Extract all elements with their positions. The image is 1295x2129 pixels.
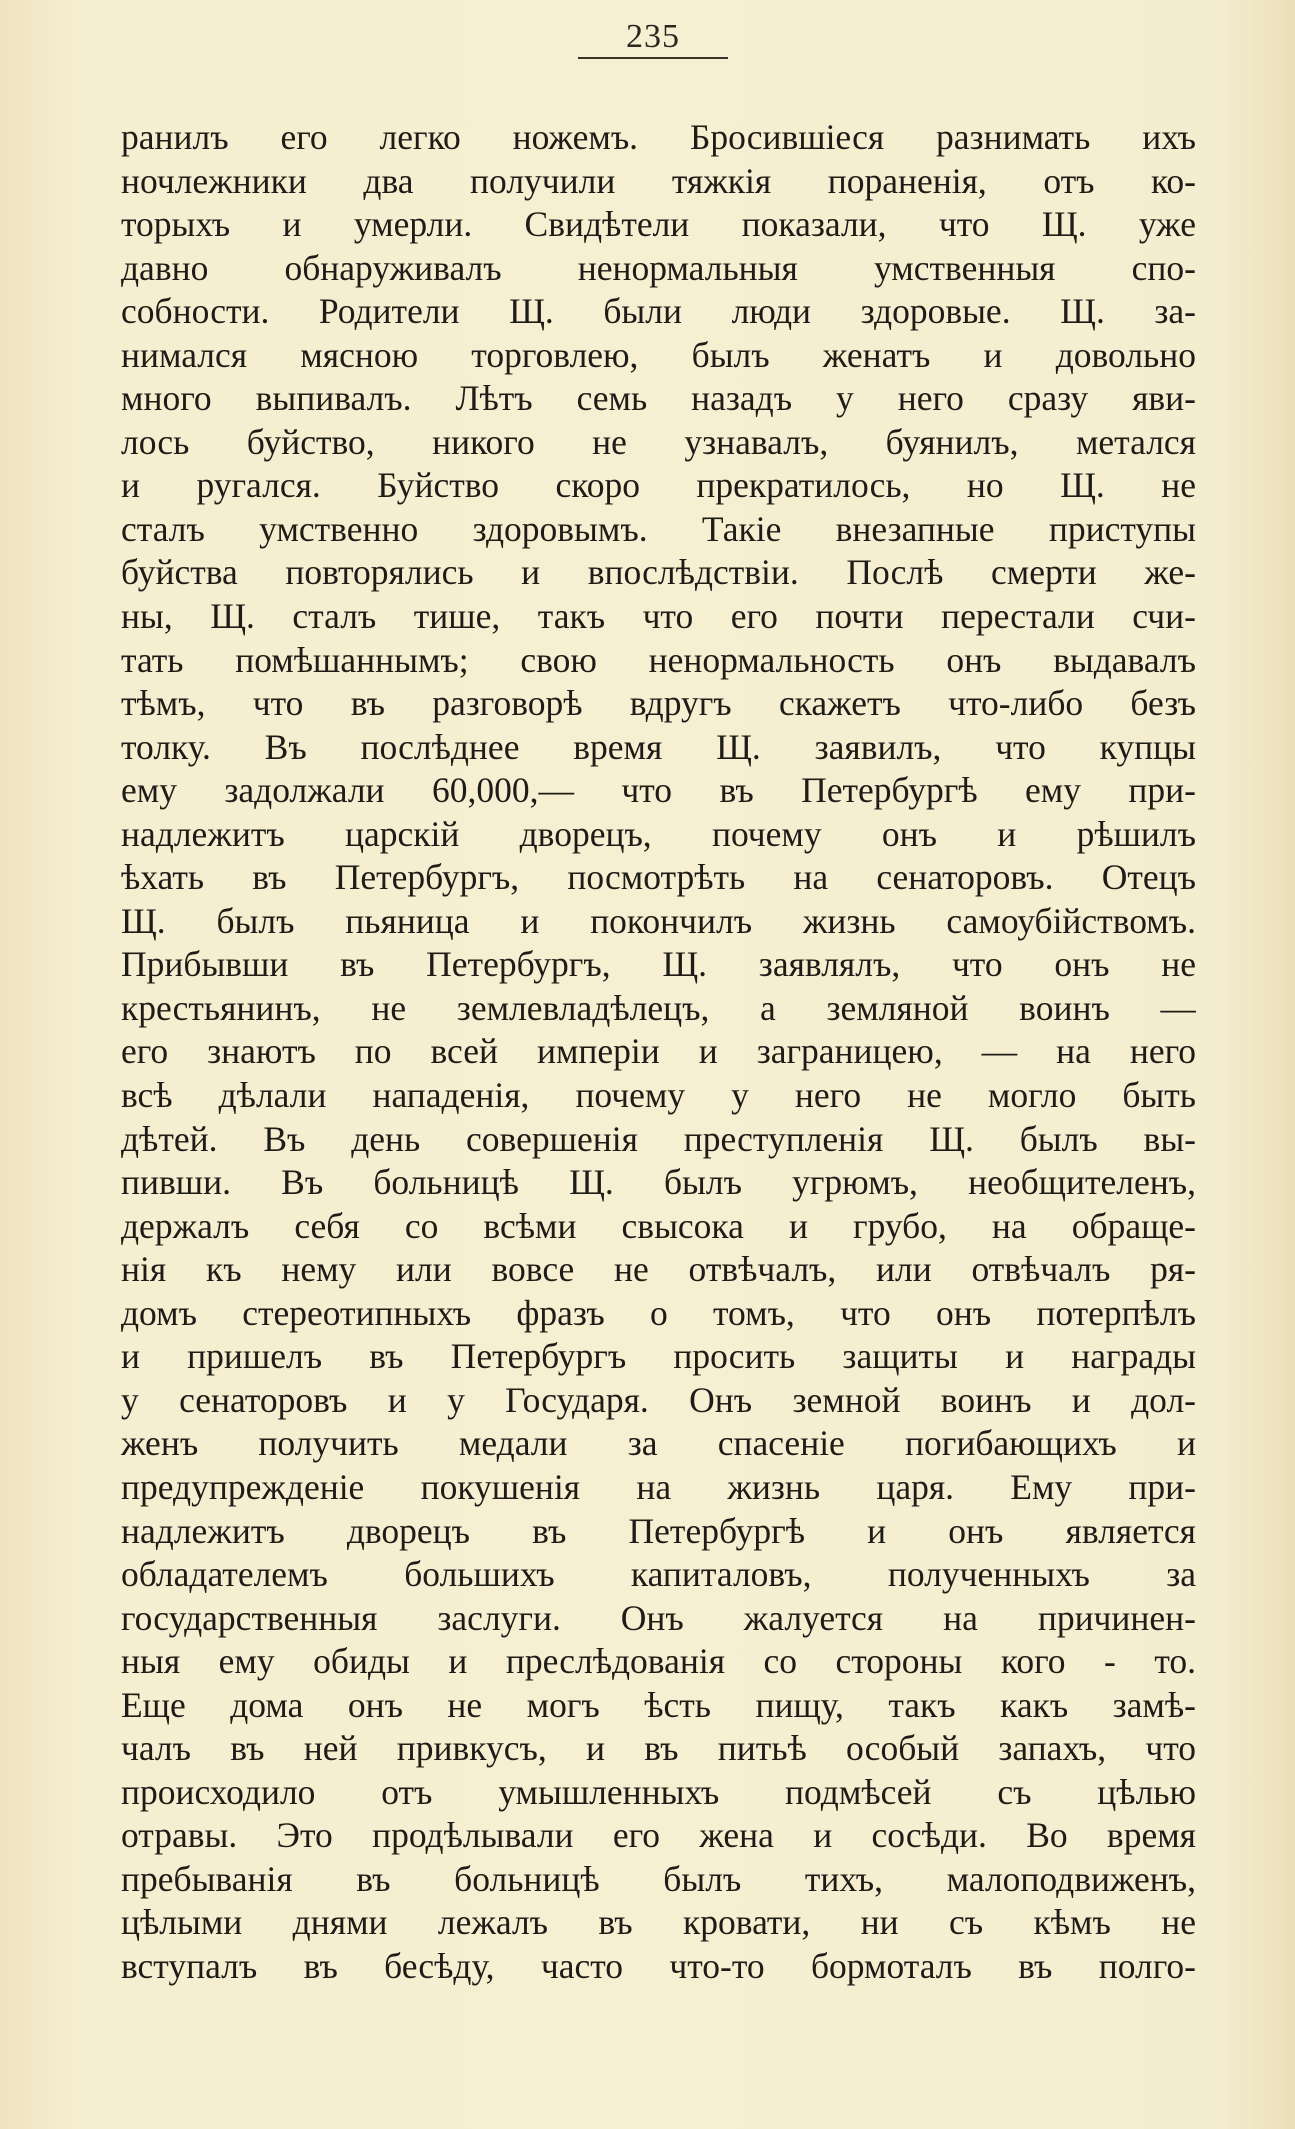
text-line: пребыванія въ больницѣ былъ тихъ, малоподвиженъ, — [121, 1858, 1196, 1899]
text-line: ночлежники два получили тяжкія пораненія, отъ ко- — [121, 160, 1196, 201]
text-line: надлежитъ дворецъ въ Петербургѣ и онъ является — [121, 1510, 1196, 1551]
text-line: надлежитъ царскій дворецъ, почему онъ и рѣшилъ — [121, 813, 1196, 854]
text-line: тѣмъ, что въ разговорѣ вдругъ скажетъ что-либо безъ — [121, 683, 1196, 724]
text-line: домъ стереотипныхъ фразъ о томъ, что онъ потерпѣлъ — [121, 1292, 1196, 1333]
text-line: буйства повторялись и впослѣдствіи. Послѣ смерти же- — [121, 552, 1196, 593]
text-line: нія къ нему или вовсе не отвѣчалъ, или отвѣчалъ ря- — [121, 1249, 1196, 1290]
text-line: Прибывши въ Петербургъ, Щ. заявлялъ, что онъ не — [121, 944, 1196, 985]
text-line: всѣ дѣлали нападенія, почему у него не могло быть — [121, 1075, 1196, 1116]
text-line: его знаютъ по всей имперіи и заграницею, — на него — [121, 1031, 1196, 1072]
text-line: вступалъ въ бесѣду, часто что-то бормоталъ въ полго- — [121, 1945, 1196, 1986]
text-line: крестьянинъ, не землевладѣлецъ, а земляной воинъ — — [121, 987, 1196, 1028]
text-line: лось буйство, никого не узнавалъ, буянилъ, метался — [121, 421, 1196, 462]
text-line: чалъ въ ней привкусъ, и въ питьѣ особый запахъ, что — [121, 1728, 1196, 1769]
text-line: и ругался. Буйство скоро прекратилось, но Щ. не — [121, 465, 1196, 506]
page-number: 235 — [626, 18, 680, 55]
text-line: держалъ себя со всѣми свысока и грубо, на обраще- — [121, 1205, 1196, 1246]
text-line: толку. Въ послѣднее время Щ. заявилъ, что купцы — [121, 726, 1196, 767]
text-line: ныя ему обиды и преслѣдованія со стороны кого - то. — [121, 1641, 1196, 1682]
text-line: ны, Щ. сталъ тише, такъ что его почти перестали счи- — [121, 596, 1196, 637]
text-line: отравы. Это продѣлывали его жена и сосѣди. Во время — [121, 1815, 1196, 1856]
text-line: сталъ умственно здоровымъ. Такіе внезапные приступы — [121, 508, 1196, 549]
text-line: и пришелъ въ Петербургъ просить защиты и награды — [121, 1336, 1196, 1377]
text-line: ему задолжали 60,000,— что въ Петербургѣ ему при- — [121, 770, 1196, 811]
text-line: торыхъ и умерли. Свидѣтели показали, что Щ. уже — [121, 204, 1196, 245]
text-line: происходило отъ умышленныхъ подмѣсей съ цѣлью — [121, 1771, 1196, 1812]
text-line: предупрежденіе покушенія на жизнь царя. Ему при- — [121, 1466, 1196, 1507]
text-line: пивши. Въ больницѣ Щ. былъ угрюмъ, необщителенъ, — [121, 1162, 1196, 1203]
text-line: государственныя заслуги. Онъ жалуется на причинен- — [121, 1597, 1196, 1638]
text-line: собности. Родители Щ. были люди здоровые. Щ. за- — [121, 291, 1196, 332]
text-line: цѣлыми днями лежалъ въ кровати, ни съ кѣмъ не — [121, 1902, 1196, 1943]
body-text — [121, 116, 1196, 1989]
text-line: ранилъ его легко ножемъ. Бросившіеся разнимать ихъ — [121, 117, 1196, 157]
text-line: тать помѣшаннымъ; свою ненормальность онъ выдавалъ — [121, 639, 1196, 680]
header-rule — [578, 57, 728, 59]
text-line: Еще дома онъ не могъ ѣсть пищу, такъ какъ замѣ- — [121, 1684, 1196, 1725]
text-line: Щ. былъ пьяница и покончилъ жизнь самоубійствомъ. — [121, 900, 1196, 941]
text-line: давно обнаруживалъ ненормальныя умственныя спо- — [121, 247, 1196, 288]
text-line: ѣхать въ Петербургъ, посмотрѣть на сенаторовъ. Отецъ — [121, 857, 1196, 898]
text-line: много выпивалъ. Лѣтъ семь назадъ у него сразу яви- — [121, 378, 1196, 419]
text-line: у сенаторовъ и у Государя. Онъ земной воинъ и дол- — [121, 1379, 1196, 1420]
text-line: обладателемъ большихъ капиталовъ, полученныхъ за — [121, 1554, 1196, 1595]
text-line: женъ получить медали за спасеніе погибающихъ и — [121, 1423, 1196, 1464]
text-line: дѣтей. Въ день совершенія преступленія Щ. былъ вы- — [121, 1118, 1196, 1159]
text-line: нимался мясною торговлею, былъ женатъ и довольно — [121, 334, 1196, 375]
